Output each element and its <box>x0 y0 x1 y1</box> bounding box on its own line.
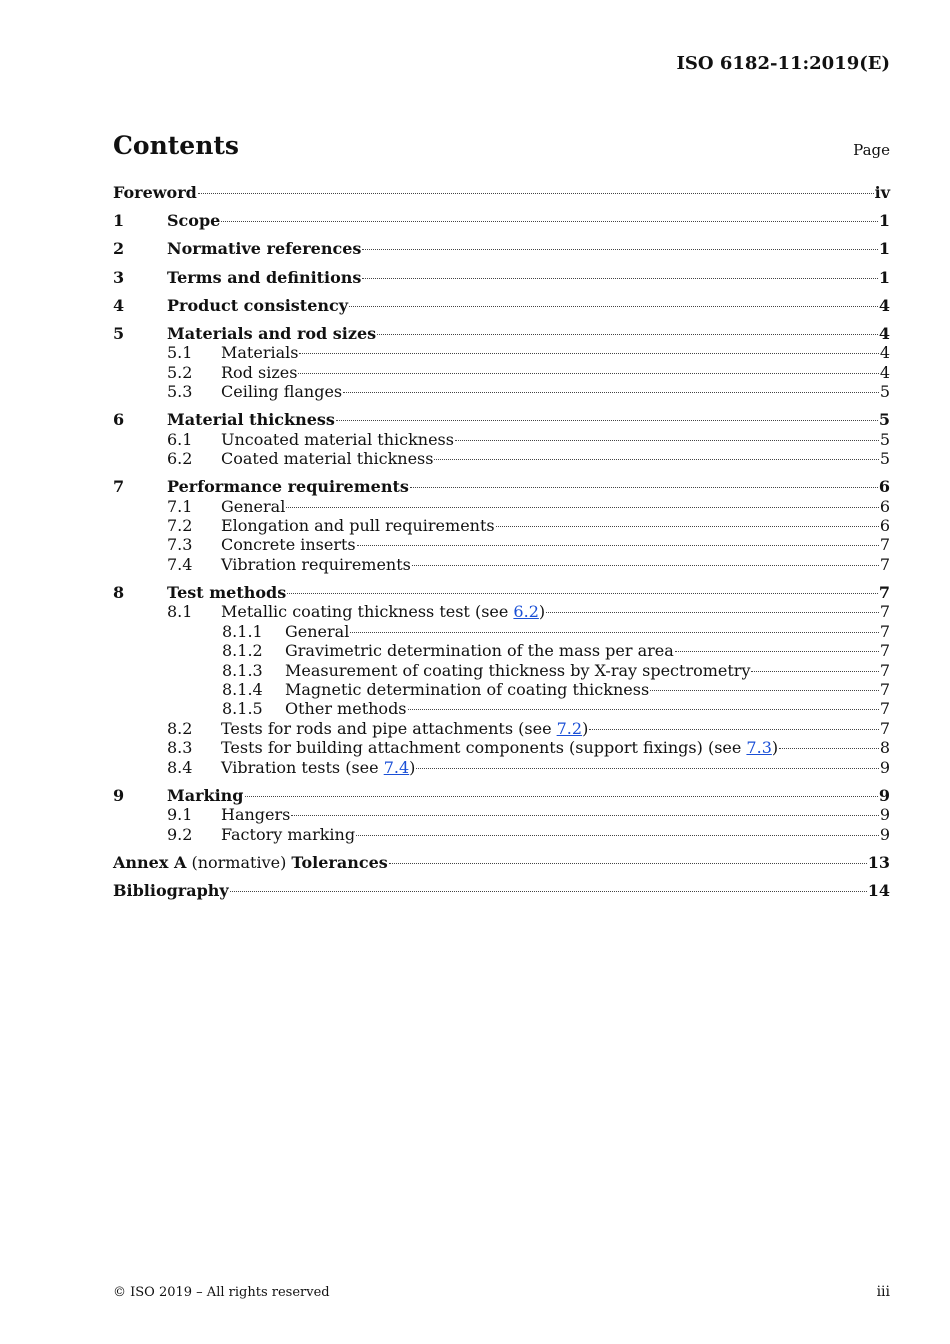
toc-entry-page: 7 <box>879 535 890 555</box>
toc-entry-number: 7.2 <box>167 516 193 536</box>
toc-entry-page: 7 <box>879 660 890 680</box>
toc-entry-page: 7 <box>879 679 890 699</box>
page-column-label: Page <box>853 141 890 159</box>
toc-entry-number: 8.4 <box>167 757 193 777</box>
toc-entry-title <box>221 602 545 621</box>
toc-entry[interactable] <box>113 239 890 258</box>
toc-entry-page: 7 <box>879 641 890 661</box>
toc-entry-title-text: Normative references <box>167 239 362 259</box>
toc-entry-page: 4 <box>879 362 890 382</box>
toc-entry-title <box>113 853 388 872</box>
toc-entry-title-text: Other methods <box>285 699 407 719</box>
toc-entry-title-text: Bibliography <box>113 880 229 900</box>
toc-entry-title <box>221 805 290 824</box>
toc-entry-page: 7 <box>879 602 890 622</box>
toc-entry-title-text: Uncoated material thickness <box>221 429 454 449</box>
toc-entry-title-text: Vibration tests (see <box>221 757 384 777</box>
toc-entry[interactable] <box>113 477 890 496</box>
toc-entry-title-suffix: ) <box>409 757 416 777</box>
toc-entry[interactable] <box>113 296 890 315</box>
toc-entry[interactable] <box>113 680 890 699</box>
toc-entry[interactable] <box>113 363 890 382</box>
page-number: iii <box>876 1284 890 1300</box>
toc-entry-number: 8.1.2 <box>222 641 263 661</box>
dot-leader <box>416 768 878 769</box>
toc-entry-page: 13 <box>867 852 890 872</box>
toc-entry-title-text: Factory marking <box>221 824 356 844</box>
toc-entry-page: 14 <box>867 880 890 900</box>
toc-entry-number: 1 <box>113 211 125 231</box>
toc-entry-page: 4 <box>878 295 890 315</box>
toc-entry-number: 8.1 <box>167 602 193 622</box>
dot-leader <box>779 748 879 749</box>
dot-leader <box>410 487 878 488</box>
toc-entry-title <box>221 382 342 401</box>
dot-leader <box>336 420 878 421</box>
toc-entry-number: 9 <box>113 785 125 805</box>
toc-entry-title-text: Gravimetric determination of the mass per area <box>285 641 674 661</box>
toc-entry-title <box>167 296 348 315</box>
toc-entry-title-text: Rod sizes <box>221 362 298 382</box>
document-id: ISO 6182-11:2019(E) <box>676 53 890 74</box>
toc-entry-page: 1 <box>878 239 890 259</box>
dot-leader <box>412 565 879 566</box>
toc-entry[interactable] <box>113 881 890 900</box>
toc-entry-title <box>113 183 197 202</box>
toc-entry-title-text: Ceiling flanges <box>221 382 343 402</box>
toc-entry[interactable] <box>113 622 890 641</box>
dot-leader <box>377 334 878 335</box>
dot-leader <box>356 835 879 836</box>
toc-entry[interactable] <box>113 324 890 343</box>
toc-entry[interactable] <box>113 555 890 574</box>
toc-entry-title <box>221 516 495 535</box>
toc-entry-page: 9 <box>879 805 890 825</box>
toc-entry[interactable] <box>113 825 890 844</box>
toc-entry[interactable] <box>113 516 890 535</box>
toc-entry-title-text: Foreword <box>113 183 197 202</box>
toc-entry-number: 6.2 <box>167 449 193 469</box>
toc-entry[interactable] <box>113 343 890 362</box>
dot-leader <box>589 729 878 730</box>
toc-entry-title-text: Materials and rod sizes <box>167 323 377 343</box>
toc-entry-title <box>221 719 588 738</box>
toc-entry-title-text: Product consistency <box>167 295 349 315</box>
toc-entry-number: 8.3 <box>167 738 193 758</box>
dot-leader <box>408 709 879 710</box>
toc-entry-annex-type: (normative) <box>186 852 292 872</box>
dot-leader <box>362 278 877 279</box>
toc-entry-page: 7 <box>879 621 890 641</box>
toc-entry-page: 1 <box>878 211 890 231</box>
toc-entry-title <box>285 680 649 699</box>
toc-entry-title <box>167 324 376 343</box>
toc-entry-number: 2 <box>113 239 125 259</box>
toc-entry-title <box>221 449 433 468</box>
toc-entry-number: 7.4 <box>167 554 193 574</box>
cross-reference-link[interactable]: 7.2 <box>556 718 583 738</box>
toc-entry-title-text: Scope <box>167 211 221 231</box>
toc-entry[interactable] <box>113 786 890 805</box>
toc-entry-title-text: Test methods <box>167 583 287 603</box>
dot-leader <box>245 796 878 797</box>
toc-entry-number: 6.1 <box>167 429 193 449</box>
toc-entry[interactable] <box>113 211 890 230</box>
toc-entry-page: 8 <box>879 738 890 758</box>
toc-entry-title-text: Concrete inserts <box>221 535 356 555</box>
cross-reference-link[interactable]: 7.3 <box>746 738 772 758</box>
toc-entry[interactable] <box>113 805 890 824</box>
toc-entry-title <box>285 622 349 641</box>
toc-entry-page: 9 <box>879 824 890 844</box>
toc-entry-title <box>167 410 335 429</box>
toc-entry-title <box>167 786 244 805</box>
copyright-footer: © ISO 2019 – All rights reserved <box>113 1285 330 1300</box>
toc-entry[interactable] <box>113 853 890 872</box>
dot-leader <box>350 632 878 633</box>
dot-leader <box>434 459 878 460</box>
toc-entry-title-text: Coated material thickness <box>221 449 434 469</box>
toc-entry-title-text: Performance requirements <box>167 477 409 497</box>
toc-entry[interactable] <box>113 583 890 602</box>
toc-entry-title <box>221 758 415 777</box>
toc-entry-title-text: Terms and definitions <box>167 267 362 287</box>
toc-entry[interactable] <box>113 410 890 429</box>
toc-entry-title <box>167 583 286 602</box>
toc-entry-page: 7 <box>878 583 890 603</box>
toc-entry[interactable] <box>113 183 890 202</box>
dot-leader <box>286 507 878 508</box>
toc-entry-title-text: Metallic coating thickness test (see <box>221 602 514 622</box>
toc-entry-page: 1 <box>878 267 890 287</box>
toc-entry-title <box>285 661 750 680</box>
toc-entry[interactable] <box>113 497 890 516</box>
toc-entry-page: 6 <box>879 516 890 536</box>
dot-leader <box>751 671 878 672</box>
toc-entry-title <box>167 268 361 287</box>
toc-entry-number: 7 <box>113 477 125 497</box>
toc-entry-title <box>221 535 356 554</box>
toc-entry-page: iv <box>874 183 890 202</box>
toc-entry-page: 7 <box>879 699 890 719</box>
toc-entry-page: 7 <box>879 718 890 738</box>
dot-leader <box>349 306 878 307</box>
dot-leader <box>546 612 879 613</box>
toc-entry-title-text: General <box>221 496 286 516</box>
toc-entry-number: 5.1 <box>167 343 193 363</box>
toc-entry-title <box>285 699 407 718</box>
toc-entry-title-text: Measurement of coating thickness by X-ray spectrometry <box>285 660 751 680</box>
toc-entry-page: 6 <box>878 477 890 497</box>
toc-entry-title-text: Magnetic determination of coating thickness <box>285 679 650 699</box>
toc-entry[interactable] <box>113 449 890 468</box>
toc-entry-title-text: Material thickness <box>167 410 335 430</box>
toc-entry[interactable] <box>113 641 890 660</box>
toc-entry-number: 8.1.4 <box>222 679 263 699</box>
toc-entry-title-text: General <box>285 621 350 641</box>
toc-entry-title <box>221 555 411 574</box>
toc-entry-page: 4 <box>878 323 890 343</box>
toc-entry-title-suffix: ) <box>538 602 546 622</box>
toc-entry[interactable] <box>113 661 890 680</box>
toc-entry-title <box>167 477 409 496</box>
toc-entry-page: 5 <box>879 429 890 449</box>
toc-entry-page: 5 <box>878 410 890 430</box>
toc-entry-number: 4 <box>113 295 125 315</box>
toc-entry-title-suffix: ) <box>771 738 779 758</box>
toc-entry-title-text: Materials <box>221 343 299 363</box>
toc-entry-number: 8.1.3 <box>222 660 263 680</box>
toc-entry-title-text: Tests for building attachment components (support fixings) (see <box>221 738 747 758</box>
toc-entry-title <box>221 430 454 449</box>
cross-reference-link[interactable]: 7.4 <box>383 757 410 777</box>
toc-entry-title-suffix: ) <box>582 718 589 738</box>
dot-leader <box>299 353 878 354</box>
dot-leader <box>230 891 867 892</box>
toc-entry-number: 8.2 <box>167 718 193 738</box>
toc-entry[interactable] <box>113 430 890 449</box>
dot-leader <box>198 193 874 194</box>
toc-entry-page: 6 <box>879 496 890 516</box>
toc-entry[interactable] <box>113 719 890 738</box>
toc-entry[interactable] <box>113 382 890 401</box>
toc-entry-title-text: Tests for rods and pipe attachments (see <box>221 718 557 738</box>
toc-entry-page: 9 <box>878 785 890 805</box>
toc-entry-number: 8 <box>113 583 125 603</box>
toc-entry-number: 5.2 <box>167 362 193 382</box>
dot-leader <box>221 221 878 222</box>
dot-leader <box>291 815 878 816</box>
dot-leader <box>287 593 878 594</box>
toc-entry[interactable] <box>113 602 890 621</box>
dot-leader <box>357 545 879 546</box>
toc-entry-number: 3 <box>113 267 125 287</box>
dot-leader <box>650 690 879 691</box>
toc-entry-number: 6 <box>113 410 125 430</box>
toc-entry-title <box>167 239 361 258</box>
toc-entry-page: 7 <box>879 554 890 574</box>
toc-entry[interactable] <box>113 535 890 554</box>
toc-entry-number: 9.1 <box>167 805 193 825</box>
toc-entry-title-text: Vibration requirements <box>221 554 411 574</box>
toc-entry-number: 5.3 <box>167 382 193 402</box>
toc-entry-title-text: Marking <box>167 785 244 805</box>
toc-entry-title <box>221 825 355 844</box>
dot-leader <box>362 249 877 250</box>
toc-entry-number: 9.2 <box>167 824 193 844</box>
toc-entry-title <box>167 211 220 230</box>
dot-leader <box>675 651 879 652</box>
dot-leader <box>343 392 879 393</box>
dot-leader <box>496 526 879 527</box>
toc-entry-annex-title: Tolerances <box>291 852 388 872</box>
toc-entry[interactable] <box>113 268 890 287</box>
toc-entry-title <box>221 343 298 362</box>
toc-entry-page: 5 <box>879 382 890 402</box>
toc-entry-title <box>285 641 674 660</box>
toc-entry-title-text: Elongation and pull requirements <box>221 516 495 536</box>
toc-entry-number: 5 <box>113 323 125 343</box>
table-of-contents <box>113 183 890 900</box>
toc-entry-title <box>221 497 285 516</box>
toc-entry[interactable] <box>113 699 890 718</box>
toc-entry-number: 8.1.5 <box>222 699 263 719</box>
dot-leader <box>455 440 879 441</box>
toc-entry-number: 7.1 <box>167 496 193 516</box>
toc-entry-title-text: Hangers <box>221 805 291 825</box>
cross-reference-link[interactable]: 6.2 <box>513 602 539 622</box>
toc-entry-title <box>221 363 297 382</box>
toc-entry-page: 5 <box>879 449 890 469</box>
toc-entry-title <box>221 738 778 757</box>
toc-entry-page: 9 <box>879 757 890 777</box>
toc-entry-number: 7.3 <box>167 535 193 555</box>
toc-entry-number: 8.1.1 <box>222 621 263 641</box>
toc-entry-title <box>113 881 229 900</box>
toc-entry-title-text: Annex A <box>113 852 187 872</box>
dot-leader <box>389 863 867 864</box>
toc-entry-page: 4 <box>879 343 890 363</box>
page-title: Contents <box>113 131 240 160</box>
toc-entry[interactable] <box>113 738 890 757</box>
toc-entry[interactable] <box>113 758 890 777</box>
dot-leader <box>298 373 878 374</box>
